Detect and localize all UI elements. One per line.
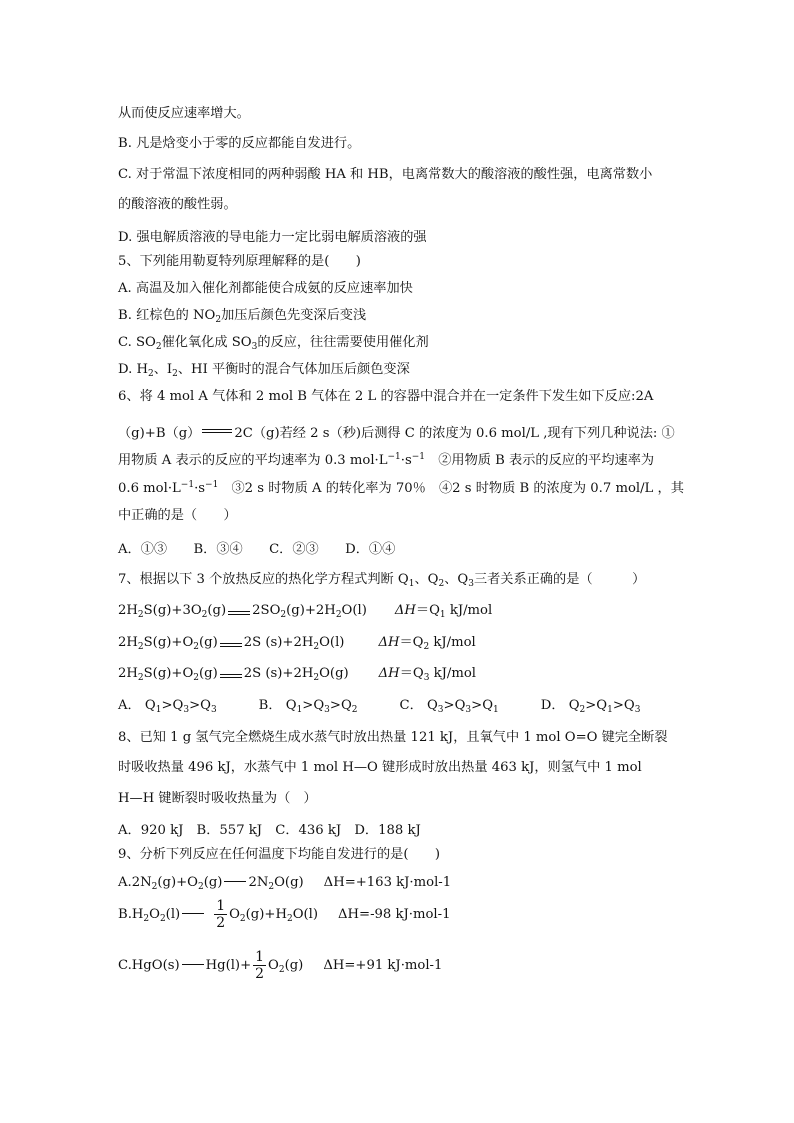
q9-option-a: $A.2N_2(g)+O_2(g)$ $2N_2O(g)$ ΔH=+163 kJ·mol-1 <box>118 875 452 892</box>
q4-option-c-line1: C. 对于常温下浓度相同的两种弱酸 HA 和 HB，电离常数大的酸溶液的酸性强，电离常数小 <box>118 167 653 182</box>
q4-option-b: B. 凡是焓变小于零的反应都能自发进行。 <box>118 136 361 151</box>
q8-stem-line2: 时吸收热量 496 kJ，水蒸气中 1 mol H—O 键形成时放出热量 463 kJ，则氢气中 1 mol <box>118 760 642 775</box>
reaction-arrow-icon <box>224 881 246 882</box>
q7-options: A． $Q_1>Q_3>Q_3$ B． $Q_1>Q_3>Q_2$ C． $Q_3>Q_3>Q_1$ D． $Q_2>Q_1>Q_3$ <box>118 698 641 715</box>
one-half-fraction: $\frac{1}{2}$ <box>216 898 226 931</box>
q7-equation-2: $2H_2S(g)+O_2(g)$ 2S $(s)+2H_2O(l)$ $\Delta H=Q_2$ kJ/mol <box>118 635 476 652</box>
q7-equation-3: $2H_2S(g)+O_2(g)$ 2S $(s)+2H_2O(g)$ $\Delta H=Q_3$ kJ/mol <box>118 666 476 683</box>
q7-stem: 7、根据以下 3 个放热反应的热化学方程式判断 $Q_1$、$Q_2$、$Q_3$三者关系正确的是（ ） <box>118 572 646 589</box>
q8-options: A．920 kJ B．557 kJ C．436 kJ D．188 kJ <box>118 823 421 838</box>
reaction-arrow-icon <box>182 913 204 914</box>
q6-stem-line5: 中正确的是（ ） <box>118 508 237 523</box>
reversible-arrow-icon <box>202 427 232 435</box>
q6-stem-line4: 0.6 $mol\cdot L^{-1}\cdot s^{-1}$ ③2 s 时物质 A 的转化率为 70％ ④2 s 时物质 B 的浓度为 0.7 mol/L ，其 <box>118 480 684 496</box>
q9-option-c: C.HgO(s) Hg(l)+ $\frac{1}{2}$ $O_2(g)$ ΔH=+91 kJ·mol-1 <box>118 949 443 982</box>
q9-stem: 9、分析下列反应在任何温度下均能自发进行的是( ) <box>118 847 440 862</box>
q4-option-d: D. 强电解质溶液的导电能力一定比弱电解质溶液的强 <box>118 230 427 245</box>
q7-equation-1: $2H_2S(g)+3O_2(g)$ $2SO_2(g)+2H_2O(l)$ $\Delta H=Q_1$ kJ/mol <box>118 603 493 620</box>
reaction-arrow-icon <box>182 964 204 965</box>
q6-options: A．①③ B．③④ C．②③ D．①④ <box>118 542 396 557</box>
q6-stem-line2: （g)+B（g） 2C（g)若经 2 s（秒)后测得 C 的浓度为 0.6 mol/L ,现有下列几种说法: ① <box>118 426 675 441</box>
q6-stem-line1: 6、将 4 mol A 气体和 2 mol B 气体在 2 L 的容器中混合并在一定条件下发生如下反应:2A <box>118 389 654 404</box>
q4-continuation: 从而使反应速率增大。 <box>118 106 250 121</box>
q5-option-c: C. $SO_2$催化氧化成 $SO_3$的反应，往往需要使用催化剂 <box>118 335 429 352</box>
one-half-fraction: $\frac{1}{2}$ <box>255 949 265 982</box>
q4-option-c-line2: 的酸溶液的酸性弱。 <box>118 197 237 212</box>
q9-option-b: $B.H_2O_2(l)$ $\frac{1}{2}$ $O_2(g)+H_2O(l)$ ΔH=-98 kJ·mol-1 <box>118 898 451 931</box>
q5-option-a: A. 高温及加入催化剂都能使合成氨的反应速率加快 <box>118 281 413 296</box>
q5-option-b: B. 红棕色的 $NO_2$加压后颜色先变深后变浅 <box>118 308 367 325</box>
q8-stem-line1: 8、已知 1 g 氢气完全燃烧生成水蒸气时放出热量 121 kJ，且氧气中 1 mol O=O 键完全断裂 <box>118 730 668 745</box>
q5-stem: 5、下列能用勒夏特列原理解释的是( ) <box>118 254 361 269</box>
q8-stem-line3: H—H 键断裂时吸收热量为（ ） <box>118 791 317 806</box>
q5-option-d: D. $H_2$、$I_2$、HI 平衡时的混合气体加压后颜色变深 <box>118 362 410 379</box>
q6-stem-line3: 用物质 A 表示的反应的平均速率为 0.3 $mol\cdot L^{-1}\cdot s^{-1}$ ②用物质 B 表示的反应的平均速率为 <box>118 452 655 468</box>
